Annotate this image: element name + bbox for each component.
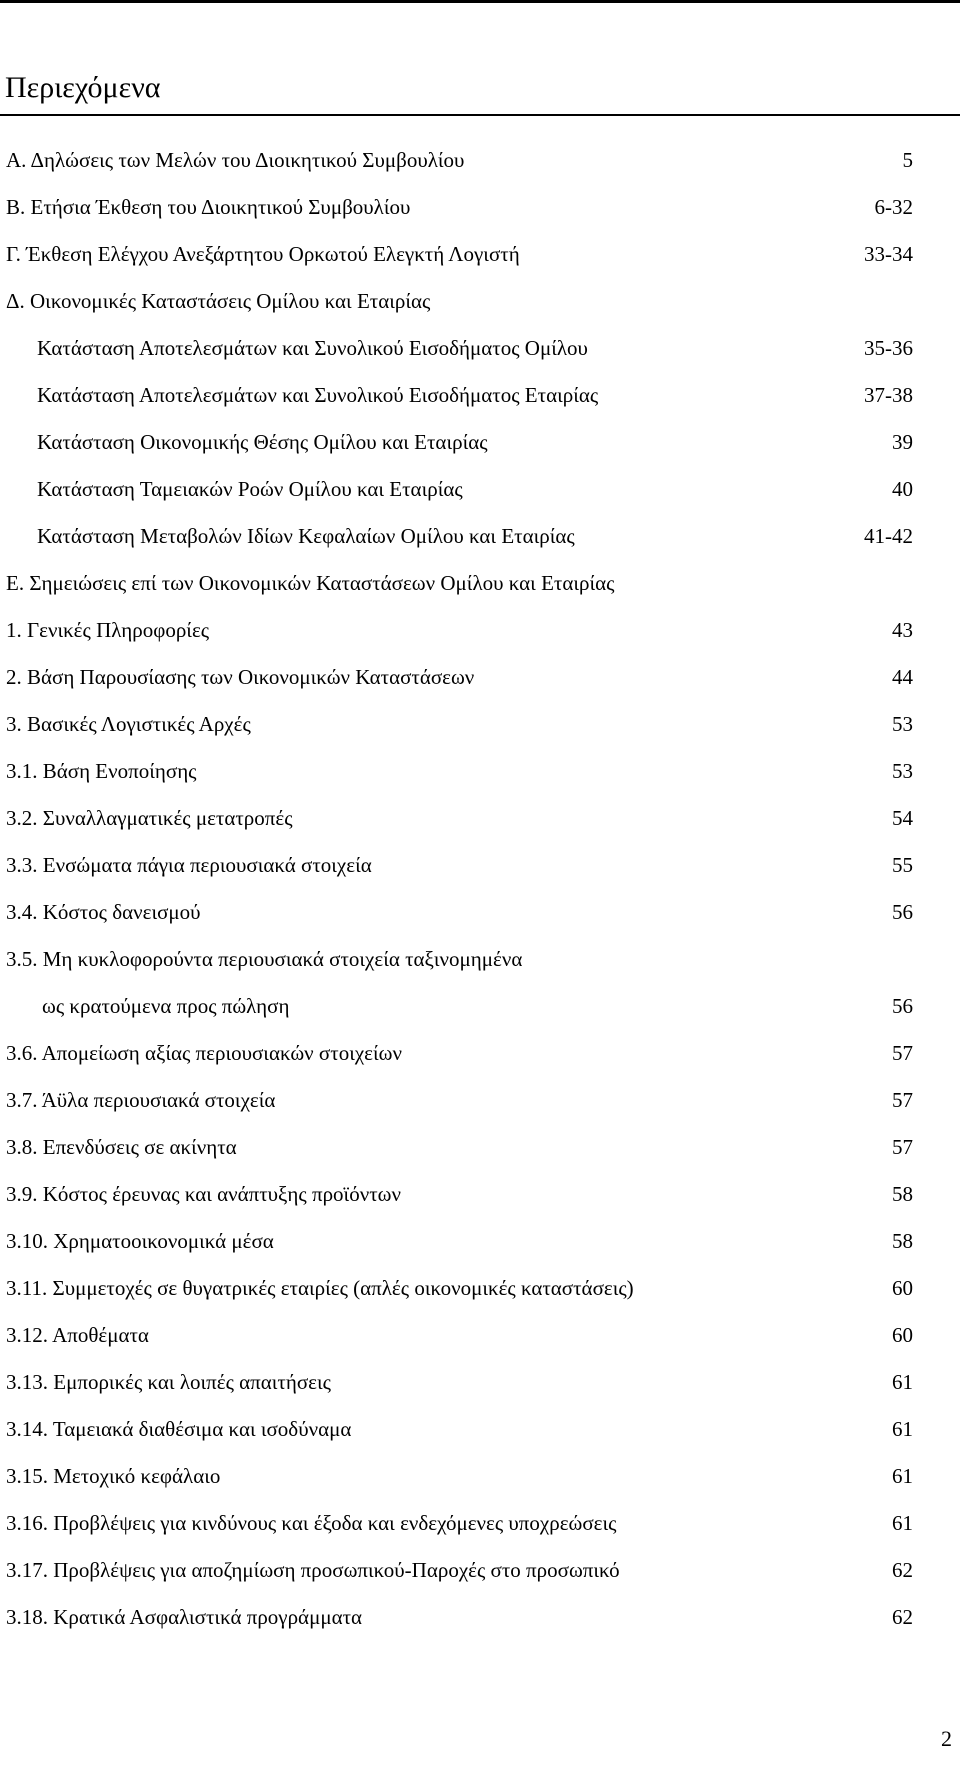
toc-section-heading[interactable] xyxy=(0,286,960,333)
toc-entry-title: 3.4. Κόστος δανεισμού xyxy=(6,900,201,924)
toc-entry[interactable] xyxy=(0,662,960,709)
toc-entry-title: Κατάσταση Αποτελεσμάτων και Συνολικού Εισοδήματος Εταιρίας xyxy=(37,383,599,407)
toc-entry[interactable] xyxy=(0,615,960,662)
toc-entry[interactable] xyxy=(0,1414,960,1461)
toc-entry-page: 57 xyxy=(892,1041,913,1065)
toc-entry-page: 40 xyxy=(892,477,913,501)
toc-entry-page: 60 xyxy=(892,1276,913,1300)
toc-entry-title: 3.5. Μη κυκλοφορούντα περιουσιακά στοιχεία ταξινομημένα xyxy=(6,947,523,971)
toc-entry[interactable] xyxy=(0,709,960,756)
toc-entry-title: 3.10. Χρηματοοικονομικά μέσα xyxy=(6,1229,274,1253)
page-number: 2 xyxy=(941,1726,952,1751)
toc-entry-title: 3.3. Ενσώματα πάγια περιουσιακά στοιχεία xyxy=(6,853,372,877)
toc-entry-title: 3.17. Προβλέψεις για αποζημίωση προσωπικού-Παροχές στο προσωπικό xyxy=(6,1558,620,1582)
toc-entry-title: 3.12. Αποθέματα xyxy=(6,1323,149,1347)
toc-entry[interactable] xyxy=(0,1602,960,1649)
toc-entry-title: 3.15. Μετοχικό κεφάλαιο xyxy=(6,1464,221,1488)
toc-entry[interactable] xyxy=(0,239,960,286)
toc-entry-title: 3.14. Ταμειακά διαθέσιμα και ισοδύναμα xyxy=(6,1417,352,1441)
toc-entry-title: 3. Βασικές Λογιστικές Αρχές xyxy=(6,712,251,736)
toc-entry-page: 37-38 xyxy=(864,383,913,407)
toc-entry[interactable] xyxy=(0,521,960,568)
toc-entry-page: 43 xyxy=(892,618,913,642)
toc-entry-page: 53 xyxy=(892,759,913,783)
toc-entry[interactable] xyxy=(0,1132,960,1179)
toc-entry-title: Κατάσταση Μεταβολών Ιδίων Κεφαλαίων Ομίλου και Εταιρίας xyxy=(37,524,575,548)
toc-entry[interactable] xyxy=(0,897,960,944)
toc-entry[interactable] xyxy=(0,192,960,239)
toc-entry-title: 3.16. Προβλέψεις για κινδύνους και έξοδα και ενδεχόμενες υποχρεώσεις xyxy=(6,1511,617,1535)
toc-entry-page: 44 xyxy=(892,665,913,689)
toc-entry-page: 57 xyxy=(892,1135,913,1159)
title-rule xyxy=(0,114,960,116)
toc-entry[interactable] xyxy=(0,427,960,474)
toc-entry-page: 58 xyxy=(892,1229,913,1253)
toc-entry-page: 61 xyxy=(892,1511,913,1535)
toc-entry[interactable] xyxy=(0,756,960,803)
toc-entry[interactable] xyxy=(0,1085,960,1132)
toc-entry[interactable] xyxy=(0,1226,960,1273)
toc-entry[interactable] xyxy=(0,1320,960,1367)
toc-entry-title: 2. Βάση Παρουσίασης των Οικονομικών Καταστάσεων xyxy=(6,665,475,689)
toc-entry-page: 6-32 xyxy=(874,195,913,219)
toc-entry-page: 62 xyxy=(892,1605,913,1629)
top-rule xyxy=(0,0,960,3)
toc-entry-title: 3.8. Επενδύσεις σε ακίνητα xyxy=(6,1135,237,1159)
toc-entry-title: Κατάσταση Οικονομικής Θέσης Ομίλου και Εταιρίας xyxy=(37,430,488,454)
toc-entry-title: Δ. Οικονομικές Καταστάσεις Ομίλου και Εταιρίας xyxy=(6,289,431,313)
toc-entry-title: Ε. Σημειώσεις επί των Οικονομικών Καταστάσεων Ομίλου και Εταιρίας xyxy=(6,571,615,595)
toc-entry-title: Κατάσταση Ταμειακών Ροών Ομίλου και Εταιρίας xyxy=(37,477,463,501)
toc-entry-title: Γ. Έκθεση Ελέγχου Ανεξάρτητου Ορκωτού Ελεγκτή Λογιστή xyxy=(6,242,520,266)
toc-entry[interactable] xyxy=(0,944,960,991)
toc-entry-page: 61 xyxy=(892,1464,913,1488)
toc-entry-page: 60 xyxy=(892,1323,913,1347)
toc-entry-page: 62 xyxy=(892,1558,913,1582)
toc-entry-title: 3.2. Συναλλαγματικές μετατροπές xyxy=(6,806,293,830)
page-title: Περιεχόμενα xyxy=(5,71,161,104)
toc-section-heading[interactable] xyxy=(0,568,960,615)
toc-entry-page: 35-36 xyxy=(864,336,913,360)
toc-entry-page: 61 xyxy=(892,1417,913,1441)
toc-entry-page: 56 xyxy=(892,994,913,1018)
toc-entry-page: 61 xyxy=(892,1370,913,1394)
toc-entry-page: 57 xyxy=(892,1088,913,1112)
toc-entry[interactable] xyxy=(0,474,960,521)
toc-entry[interactable] xyxy=(0,850,960,897)
toc-entry[interactable] xyxy=(0,145,960,192)
toc-entry[interactable] xyxy=(0,1367,960,1414)
toc-entry-page: 58 xyxy=(892,1182,913,1206)
toc-entry[interactable] xyxy=(0,803,960,850)
toc-entry[interactable] xyxy=(0,1555,960,1602)
toc-entry-page: 41-42 xyxy=(864,524,913,548)
toc-entry-title: 3.1. Βάση Ενοποίησης xyxy=(6,759,197,783)
toc-entry-title: Β. Ετήσια Έκθεση του Διοικητικού Συμβουλίου xyxy=(6,195,411,219)
toc-entry-continuation[interactable] xyxy=(0,991,960,1038)
toc-entry-page: 56 xyxy=(892,900,913,924)
toc-entry-page: 39 xyxy=(892,430,913,454)
toc-entry-page: 54 xyxy=(892,806,913,830)
toc-entry-title: Κατάσταση Αποτελεσμάτων και Συνολικού Εισοδήματος Ομίλου xyxy=(37,336,588,360)
toc-entry[interactable] xyxy=(0,1508,960,1555)
toc-entry[interactable] xyxy=(0,1038,960,1085)
toc-entry-title: 3.7. Άϋλα περιουσιακά στοιχεία xyxy=(6,1088,276,1112)
toc-entry-page: 53 xyxy=(892,712,913,736)
toc-entry[interactable] xyxy=(0,1461,960,1508)
toc-entry-title: 1. Γενικές Πληροφορίες xyxy=(6,618,210,642)
toc-entry-title: 3.6. Απομείωση αξίας περιουσιακών στοιχείων xyxy=(6,1041,402,1065)
toc-entry-title: 3.11. Συμμετοχές σε θυγατρικές εταιρίες (απλές οικονομικές καταστάσεις) xyxy=(6,1276,634,1300)
toc-entry-page: 5 xyxy=(902,148,913,172)
toc-entry[interactable] xyxy=(0,1273,960,1320)
toc-entry[interactable] xyxy=(0,1179,960,1226)
toc-entry-page: 33-34 xyxy=(864,242,913,266)
toc-entry[interactable] xyxy=(0,333,960,380)
toc-entry[interactable] xyxy=(0,380,960,427)
toc-entry-title: Α. Δηλώσεις των Μελών του Διοικητικού Συμβουλίου xyxy=(6,148,465,172)
toc-entry-title: 3.9. Κόστος έρευνας και ανάπτυξης προϊόντων xyxy=(6,1182,401,1206)
toc-entry-page: 55 xyxy=(892,853,913,877)
toc-entry-title: ως κρατούμενα προς πώληση xyxy=(42,994,290,1018)
table-of-contents xyxy=(0,145,960,1649)
toc-entry-title: 3.13. Εμπορικές και λοιπές απαιτήσεις xyxy=(6,1370,331,1394)
toc-entry-title: 3.18. Κρατικά Ασφαλιστικά προγράμματα xyxy=(6,1605,363,1629)
